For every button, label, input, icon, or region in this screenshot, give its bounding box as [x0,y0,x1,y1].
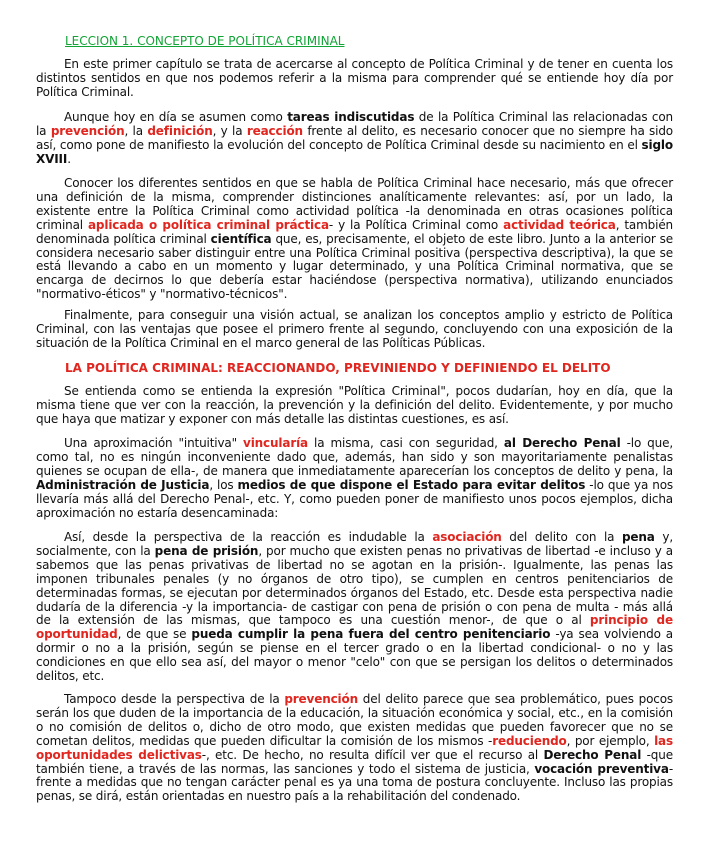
text: -lo que, como tal, no es ningún inconveniente dado que, además, han sido y son mayoritariamente penalistas quienes se ocupan de ella-, de manera que inmediatamente aparecerían los conceptos de delito y pena, la [36,436,673,478]
emphasis-red: asociación [432,530,502,544]
text: - frente a medidas que no tengan carácter penal es ya una toma de postura concluyente. Incluso las propias penas, se dirá, están orientadas en nuestro país a la rehabilitación del condenado. [36,761,673,804]
paragraph-prevention [36,693,673,804]
text: de la Política Criminal las relacionadas con la [36,110,674,138]
emphasis-bold: Derecho Penal [543,747,642,762]
emphasis-bold: siglo XVIII [36,137,673,166]
paragraph-tasks [36,111,673,167]
text: , también denominada política criminal [36,217,674,246]
emphasis-red: prevención [284,692,359,706]
text: Finalmente, para conseguir una visión actual, se analizan los conceptos amplio y estricto de Política Criminal, con las ventajas que posee el primero frente al segundo, concluyendo con una exposición de la situación de la Política Criminal en el marco general de las Políticas Públicas. [36,308,673,350]
text: En este primer capítulo se trata de acercarse al concepto de Política Criminal y de tener en cuenta los distintos sentidos en que nos podemos referir a la misma para comprender qué se entiende hoy día por Política Criminal. [36,57,673,99]
emphasis-red: vincularía [243,436,309,450]
emphasis-red: aplicada o política criminal práctica [87,217,329,232]
paragraph-intro [36,58,673,100]
paragraph-intuitive [36,437,673,520]
text: que, es, precisamente, el objeto de este libro. Junto a la anterior se considera necesario saber distinguir entre una Política Criminal positiva (perspectiva descriptiva), la que se está llevando a cabo en un momento y lugar determinado, y una Política Criminal normativa, que se encarga de decirnos lo que debería estar haciéndose (perspectiva normativa), utilizando enunciados "normativo-éticos" y "normativo-técnicos". [36,231,673,302]
text: . [67,151,71,166]
text: la misma, casi con seguridad, [308,436,504,450]
emphasis-bold: científica [210,231,272,246]
lesson-title: LECCION 1. CONCEPTO DE POLÍTICA CRIMINAL [65,34,345,48]
text: Se entienda como se entienda la expresión "Política Criminal", pocos dudarían, hoy en día, que la misma tiene que ver con la reacción, la prevención y la definición del delito. Evidentemente, y por mucho que haya que matizar y exponer con más detalle las distintas cuestiones, es así. [36,384,673,426]
text: del delito con la [501,530,622,544]
text: , la [124,123,148,138]
text: -, etc. De hecho, no resulta difícil ver que el recurso al [201,747,544,762]
emphasis-red: reacción [246,123,303,138]
emphasis-bold: pena [621,530,655,544]
emphasis-red: prevención [50,123,125,138]
text: , de que se [117,627,192,642]
text: , por ejemplo, [566,733,655,748]
text: , y la [212,123,247,138]
emphasis-bold: pena de prisión [154,543,259,558]
text: frente al delito, es necesario conocer que no siempre ha sido así, como pone de manifiesto la evolución del concepto de Política Criminal desde su nacimiento en el [36,123,673,152]
text: Una aproximación "intuitiva" [64,436,244,450]
emphasis-bold: pueda cumplir la pena fuera del centro penitenciario [191,627,551,642]
text: Aunque hoy en día se asumen como [64,110,288,124]
emphasis-red: las oportunidades delictivas [36,733,673,762]
text: Así, desde la perspectiva de la reacción es indudable la [64,530,433,544]
emphasis-red: principio de oportunidad [36,613,673,642]
text: , los [209,477,238,492]
emphasis-red: actividad teórica [503,217,616,232]
paragraph-reaction [36,531,673,684]
paragraph-expression [36,385,673,427]
text: y, socialmente, con la [36,530,674,558]
text: -ya sea volviendo a dormir o no a la prisión, según se piense en el tercer grado o en la libertad condicional- o no y las condiciones en que ello sea así, del mayor o menor "celo" con que se persigan los delitos o determinados delitos, etc. [36,627,674,684]
emphasis-red: definición [147,123,213,138]
text: Tampoco desde la perspectiva de la [64,692,285,706]
emphasis-bold: medios de que dispone el Estado para evitar delitos [237,477,586,492]
text: -que también tiene, a través de las normas, las sanciones y todo el sistema de justicia, [36,747,673,776]
text: - y la Política Criminal como [328,217,504,232]
text: -lo que ya nos llevaría más allá del Derecho Penal-, etc. Y, como pueden poner de manifiesto unos pocos ejemplos, dicha aproximación no estaría desencaminada: [36,477,673,520]
emphasis-red: reduciendo [492,733,567,748]
emphasis-bold: vocación preventiva [534,761,669,776]
emphasis-bold: Administración de Justicia [36,477,210,492]
text: del delito parece que sea problemático, pues pocos serán los que duden de la importancia de la educación, la situación económica y social, etc., en la comisión o no comisión de delitos o, dicho de otro modo, que existen medidas que pueden favorecer que no se cometan delitos, medidas que pueden dificultar la comisión de los mismos - [36,692,674,748]
paragraph-senses [36,177,673,302]
emphasis-bold: tareas indiscutidas [287,110,415,124]
text: , por mucho que existen penas no privativas de libertad -e incluso y a sabemos que las penas privativas de libertad no se agotan en la prisión-. Igualmente, las penas las imponen tribunales penales (y no órganos de otro tipo), se cumplen en centros penitenciarios de determinadas formas, se ejecutan por determinados órganos del Estado, etc. Desde esta perspectiva nadie dudaría de la diferencia -y la importancia- de castigar con pena de prisión o con pena de multa - más allá de la extensión de las mismas, que tampoco es una cuestión menor-, de que o al [36,543,673,628]
text: Conocer los diferentes sentidos en que se habla de Política Criminal hace necesario, más que ofrecer una definición de la misma, comprender distinciones analíticamente relevantes: así, por un lado, la existente entre la Política Criminal como actividad política -la denominada en otras ocasiones política criminal [36,176,673,232]
section-title: LA POLÍTICA CRIMINAL: REACCIONANDO, PREVINIENDO Y DEFINIENDO EL DELITO [65,361,611,375]
emphasis-bold: al Derecho Penal [503,436,621,450]
paragraph-finally [36,309,673,351]
